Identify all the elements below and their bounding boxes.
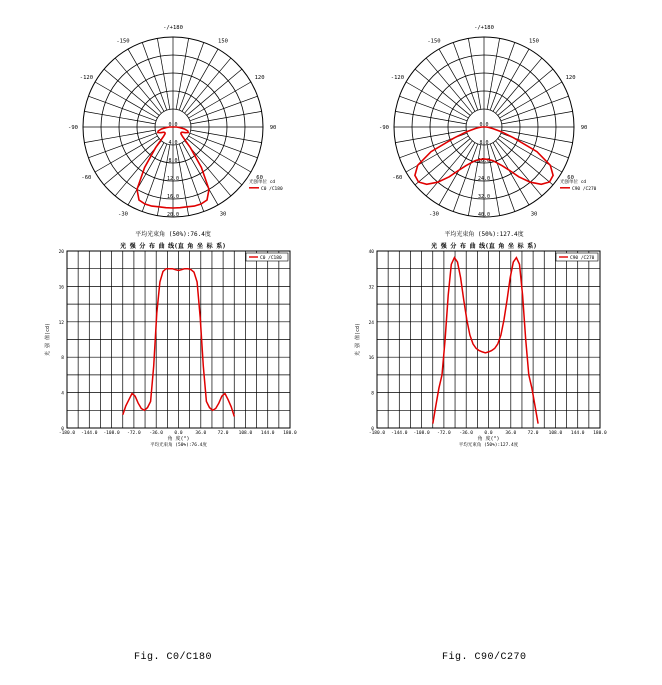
c90-x-tick: -108.0	[413, 431, 430, 436]
c0-polar-angle-label: -90	[68, 125, 78, 131]
c90-polar-spoke	[501, 96, 569, 121]
c0-polar-spoke	[191, 130, 262, 143]
caption-c90-c270: Fig. C90/C270	[442, 652, 527, 663]
c0-polar-spoke	[179, 42, 204, 110]
c90-polar-spoke	[487, 38, 500, 109]
c90-polar-radial-label: 40.0	[477, 212, 491, 218]
c90-legend-title: 光强单位 cd	[560, 179, 587, 185]
c90-polar-spoke	[395, 111, 466, 124]
c90-polar-spoke	[468, 38, 481, 109]
c90-beam-angle-bottom: 平均光束角 (50%):127.4度	[458, 443, 519, 448]
c90-polar-spoke	[490, 42, 515, 110]
c0-legend-title: 光强单位 cd	[249, 179, 276, 185]
c0-x-label: 角 度(°)	[167, 436, 190, 442]
c90-polar-angle-label: 150	[529, 38, 539, 45]
c90-x-tick: 72.0	[527, 431, 539, 436]
c90-polar-radial-label: 32.0	[477, 194, 491, 200]
c0-y-tick: 16	[58, 285, 64, 291]
c90-polar-angle-label: -/+180	[474, 25, 494, 31]
c0-polar-spoke	[190, 133, 258, 158]
c0-y-tick: 8	[61, 356, 64, 362]
c0-polar-radial-label: 8.0	[168, 158, 178, 164]
c0-polar-spoke	[157, 38, 170, 109]
c0-polar-angle-label: -30	[118, 211, 128, 218]
c0-cartesian	[44, 249, 297, 448]
c90-polar-angle-label: -150	[427, 38, 441, 45]
c0-y-tick: 20	[58, 250, 64, 255]
c90-y-tick: 24	[368, 320, 374, 326]
c0-x-tick: 72.0	[217, 431, 229, 436]
c90-y-tick: 16	[368, 356, 374, 362]
c0-polar-angle-label: -/+180	[163, 25, 183, 31]
c0-y-tick: 0	[61, 427, 64, 432]
c0-polar-spoke	[190, 96, 258, 121]
c0-polar-radial-label: 12.0	[166, 176, 180, 182]
c90-polar	[379, 25, 597, 250]
c0-x-tick: -72.0	[127, 431, 141, 436]
c0-polar-spoke	[142, 144, 167, 212]
c90-polar-angle-label: 60	[567, 175, 574, 181]
c90-polar-spoke	[502, 111, 573, 124]
c90-polar-radial-label: 8.0	[479, 140, 489, 146]
c0-x-tick: -36.0	[149, 431, 163, 436]
c90-cartesian	[354, 249, 607, 448]
c90-polar-radial-label: 0.0	[479, 122, 489, 128]
c90-polar-spoke	[453, 144, 478, 212]
c90-x-tick: -72.0	[437, 431, 451, 436]
c90-beam-angle: 平均光束角 (50%):127.4度	[444, 231, 524, 238]
c90-curve	[433, 258, 538, 424]
c0-x-tick: -180.0	[58, 431, 76, 436]
c90-polar-angle-label: 30	[530, 211, 538, 218]
c90-chart-title: 光 强 分 布 曲 线(直 角 坐 标 系)	[431, 243, 537, 250]
c0-y-tick: 12	[58, 320, 64, 326]
c90-x-label: 角 度(°)	[477, 436, 500, 442]
c0-x-tick: 0.0	[174, 431, 183, 436]
c0-x-tick: 144.0	[260, 431, 275, 436]
c0-beam-angle-bottom: 平均光束角 (50%):76.4度	[150, 443, 207, 448]
c0-polar-angle-label: 120	[254, 75, 265, 81]
c90-x-tick: 144.0	[570, 431, 585, 436]
c0-polar-angle-label: 60	[256, 175, 263, 181]
c0-polar-angle-label: 30	[219, 211, 227, 218]
c90-legend-label: C90 /C270	[572, 186, 597, 192]
c90-y-tick: 32	[368, 285, 374, 291]
c0-polar	[68, 25, 283, 250]
c90-polar-angle-label: -60	[392, 175, 403, 181]
caption-c0-c180: Fig. C0/C180	[134, 652, 213, 663]
c0-legend-label: C0 /C180	[261, 186, 283, 192]
c0-polar-angle-label: 90	[269, 125, 277, 131]
c90-x-tick: 0.0	[484, 431, 493, 436]
c0-polar-angle-label: -120	[79, 75, 94, 81]
c90-y-label: 光 强 值(cd)	[355, 322, 361, 357]
c0-beam-angle: 平均光束角 (50%):76.4度	[135, 231, 211, 238]
c90-polar-spoke	[453, 42, 478, 110]
c0-polar-angle-label: -60	[81, 175, 92, 181]
c90-x-tick: 108.0	[548, 431, 563, 436]
c0-polar-spoke	[179, 144, 204, 212]
c0-polar-angle-label: 150	[218, 38, 228, 45]
c90-polar-spoke	[490, 144, 515, 212]
c0-x-tick: 36.0	[195, 431, 207, 436]
c0-polar-radial-label: 20.0	[166, 212, 180, 218]
c90-polar-angle-label: -30	[429, 211, 439, 218]
c0-polar-spoke	[191, 111, 262, 124]
c0-polar-radial-label: 4.0	[168, 140, 178, 146]
c90-y-tick: 8	[371, 391, 374, 397]
c90-polar-angle-label: 90	[580, 125, 588, 131]
c90-y-tick: 0	[371, 427, 374, 432]
c0-x-tick: -108.0	[103, 431, 120, 436]
c90-x-tick: -144.0	[391, 431, 408, 436]
c90-polar-radial-label: 24.0	[477, 176, 491, 182]
c90-x-tick: 36.0	[505, 431, 517, 436]
c0-polar-spoke	[88, 96, 156, 121]
c90-legend-label: C90 /C270	[570, 256, 595, 261]
c90-polar-angle-label: -120	[390, 75, 405, 81]
c90-polar-radial-label: 16.0	[477, 158, 491, 164]
c0-polar-spoke	[176, 38, 189, 109]
c0-polar-radial-label: 0.0	[168, 122, 178, 128]
c90-polar-angle-label: -90	[379, 125, 389, 131]
c0-x-tick: -144.0	[81, 431, 98, 436]
c0-y-label: 光 强 值(cd)	[45, 322, 51, 357]
c90-x-tick: -36.0	[459, 431, 473, 436]
c0-polar-radial-label: 16.0	[166, 194, 180, 200]
c0-polar-spoke	[84, 111, 155, 124]
c0-polar-spoke	[142, 42, 167, 110]
c90-polar-spoke	[399, 96, 467, 121]
c0-x-tick: 108.0	[238, 431, 253, 436]
c90-x-tick: -180.0	[368, 431, 386, 436]
c90-x-tick: 180.0	[593, 431, 607, 436]
c90-polar-angle-label: 120	[565, 75, 576, 81]
c90-y-tick: 40	[368, 250, 374, 255]
c0-chart-title: 光 强 分 布 曲 线(直 角 坐 标 系)	[120, 243, 226, 250]
c0-x-tick: 180.0	[283, 431, 297, 436]
c0-polar-spoke	[88, 133, 156, 158]
c0-y-tick: 4	[61, 391, 64, 397]
c0-polar-angle-label: -150	[116, 38, 130, 45]
c0-legend-label: C0 /C180	[260, 256, 282, 261]
c0-polar-spoke	[84, 130, 155, 143]
